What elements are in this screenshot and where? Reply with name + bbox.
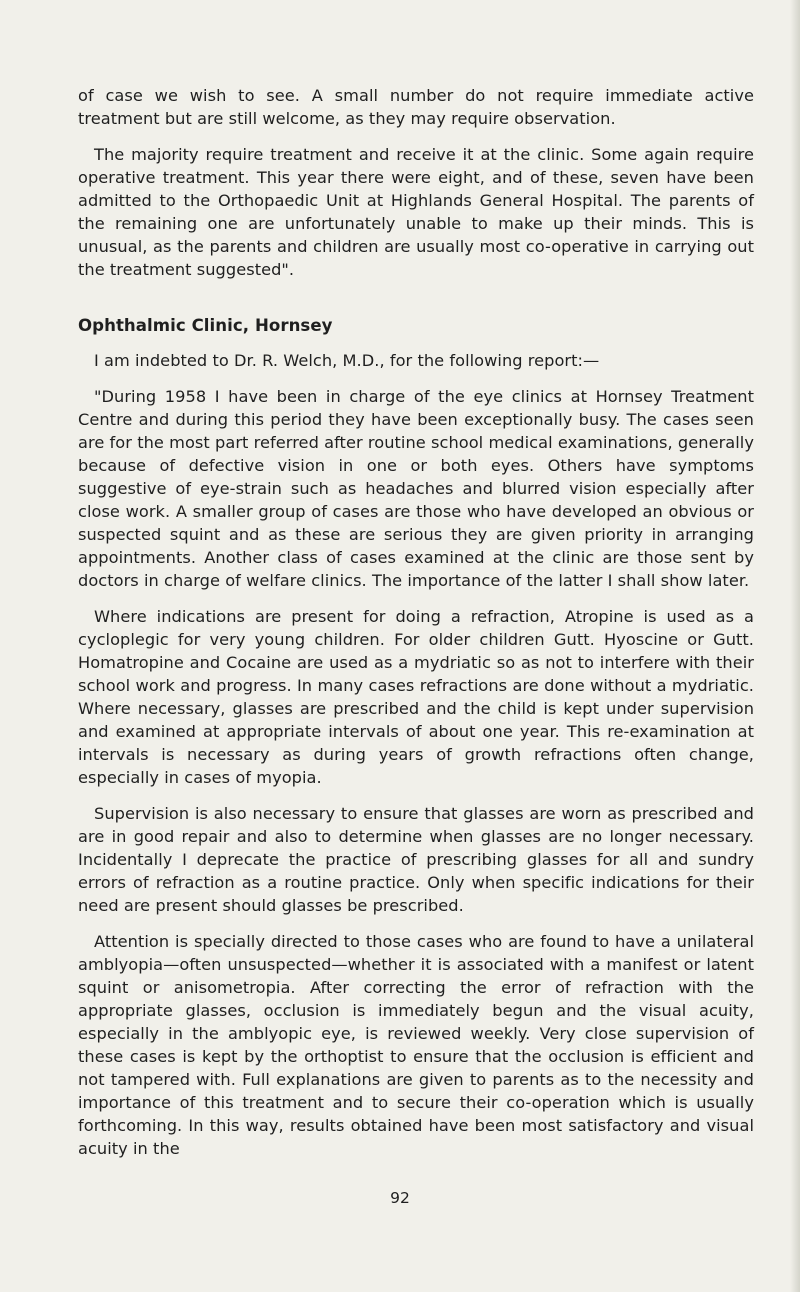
section-heading: Ophthalmic Clinic, Hornsey [78, 316, 333, 335]
document-page [78, 84, 754, 1173]
page-number: 92 [390, 1189, 410, 1207]
paragraph-acknowledgement: I am indebted to Dr. R. Welch, M.D., for the following report:— [94, 351, 600, 370]
paragraph-operative-treatment: The majority require treatment and receive it at the clinic. Some again require operative treatment. This year there were eight, and of these, seven have been admitted to the Orthopaedic Unit at Highlands General Hospital. The parents of the remaining one are unfortunately unable to make up their minds. This is unusual, as the parents and children are usually most co-operative in carrying out the treatment suggested". [78, 145, 754, 279]
page-edge-shadow [790, 0, 800, 1292]
paragraph-continuation: of case we wish to see. A small number do not require immediate active treatment but are still welcome, as they may require observation. [78, 86, 754, 128]
paragraph-amblyopia: Attention is specially directed to those cases who are found to have a unilateral amblyopia—often unsuspected—whether it is associated with a manifest or latent squint or anisometropia. After correcting the error of refraction with the appropriate glasses, occlusion is immediately begun and the visual acuity, especially in the amblyopic eye, is reviewed weekly. Very close supervision of these cases is kept by the orthoptist to ensure that the occlusion is efficient and not tampered with. Full explanations are given to parents as to the necessity and importance of this treatment and to secure their co-operation which is usually forthcoming. In this way, results obtained have been most satisfactory and visual acuity in the [78, 932, 754, 1158]
paragraph-refraction: Where indications are present for doing a refraction, Atropine is used as a cycloplegic for very young children. For older children Gutt. Hyoscine or Gutt. Homatropine and Cocaine are used as a mydriatic so as not to interfere with their school work and progress. In many cases refractions are done without a mydriatic. Where necessary, glasses are prescribed and the child is kept under supervision and examined at appropriate intervals of about one year. This re-examination at intervals is necessary as during years of growth refractions often change, especially in cases of myopia. [78, 607, 754, 787]
paragraph-supervision: Supervision is also necessary to ensure that glasses are worn as prescribed and are in good repair and also to determine when glasses are no longer necessary. Incidentally I deprecate the practice of prescribing glasses for all and sundry errors of refraction as a routine practice. Only when specific indications for their need are present should glasses be prescribed. [78, 804, 754, 915]
paragraph-report-intro: "During 1958 I have been in charge of the eye clinics at Hornsey Treatment Centre and during this period they have been exceptionally busy. The cases seen are for the most part referred after routine school medical examinations, generally because of defective vision in one or both eyes. Others have symptoms suggestive of eye-strain such as headaches and blurred vision especially after close work. A smaller group of cases are those who have developed an obvious or suspected squint and as these are serious they are given priority in arranging appointments. Another class of cases examined at the clinic are those sent by doctors in charge of welfare clinics. The importance of the latter I shall show later. [78, 387, 754, 590]
